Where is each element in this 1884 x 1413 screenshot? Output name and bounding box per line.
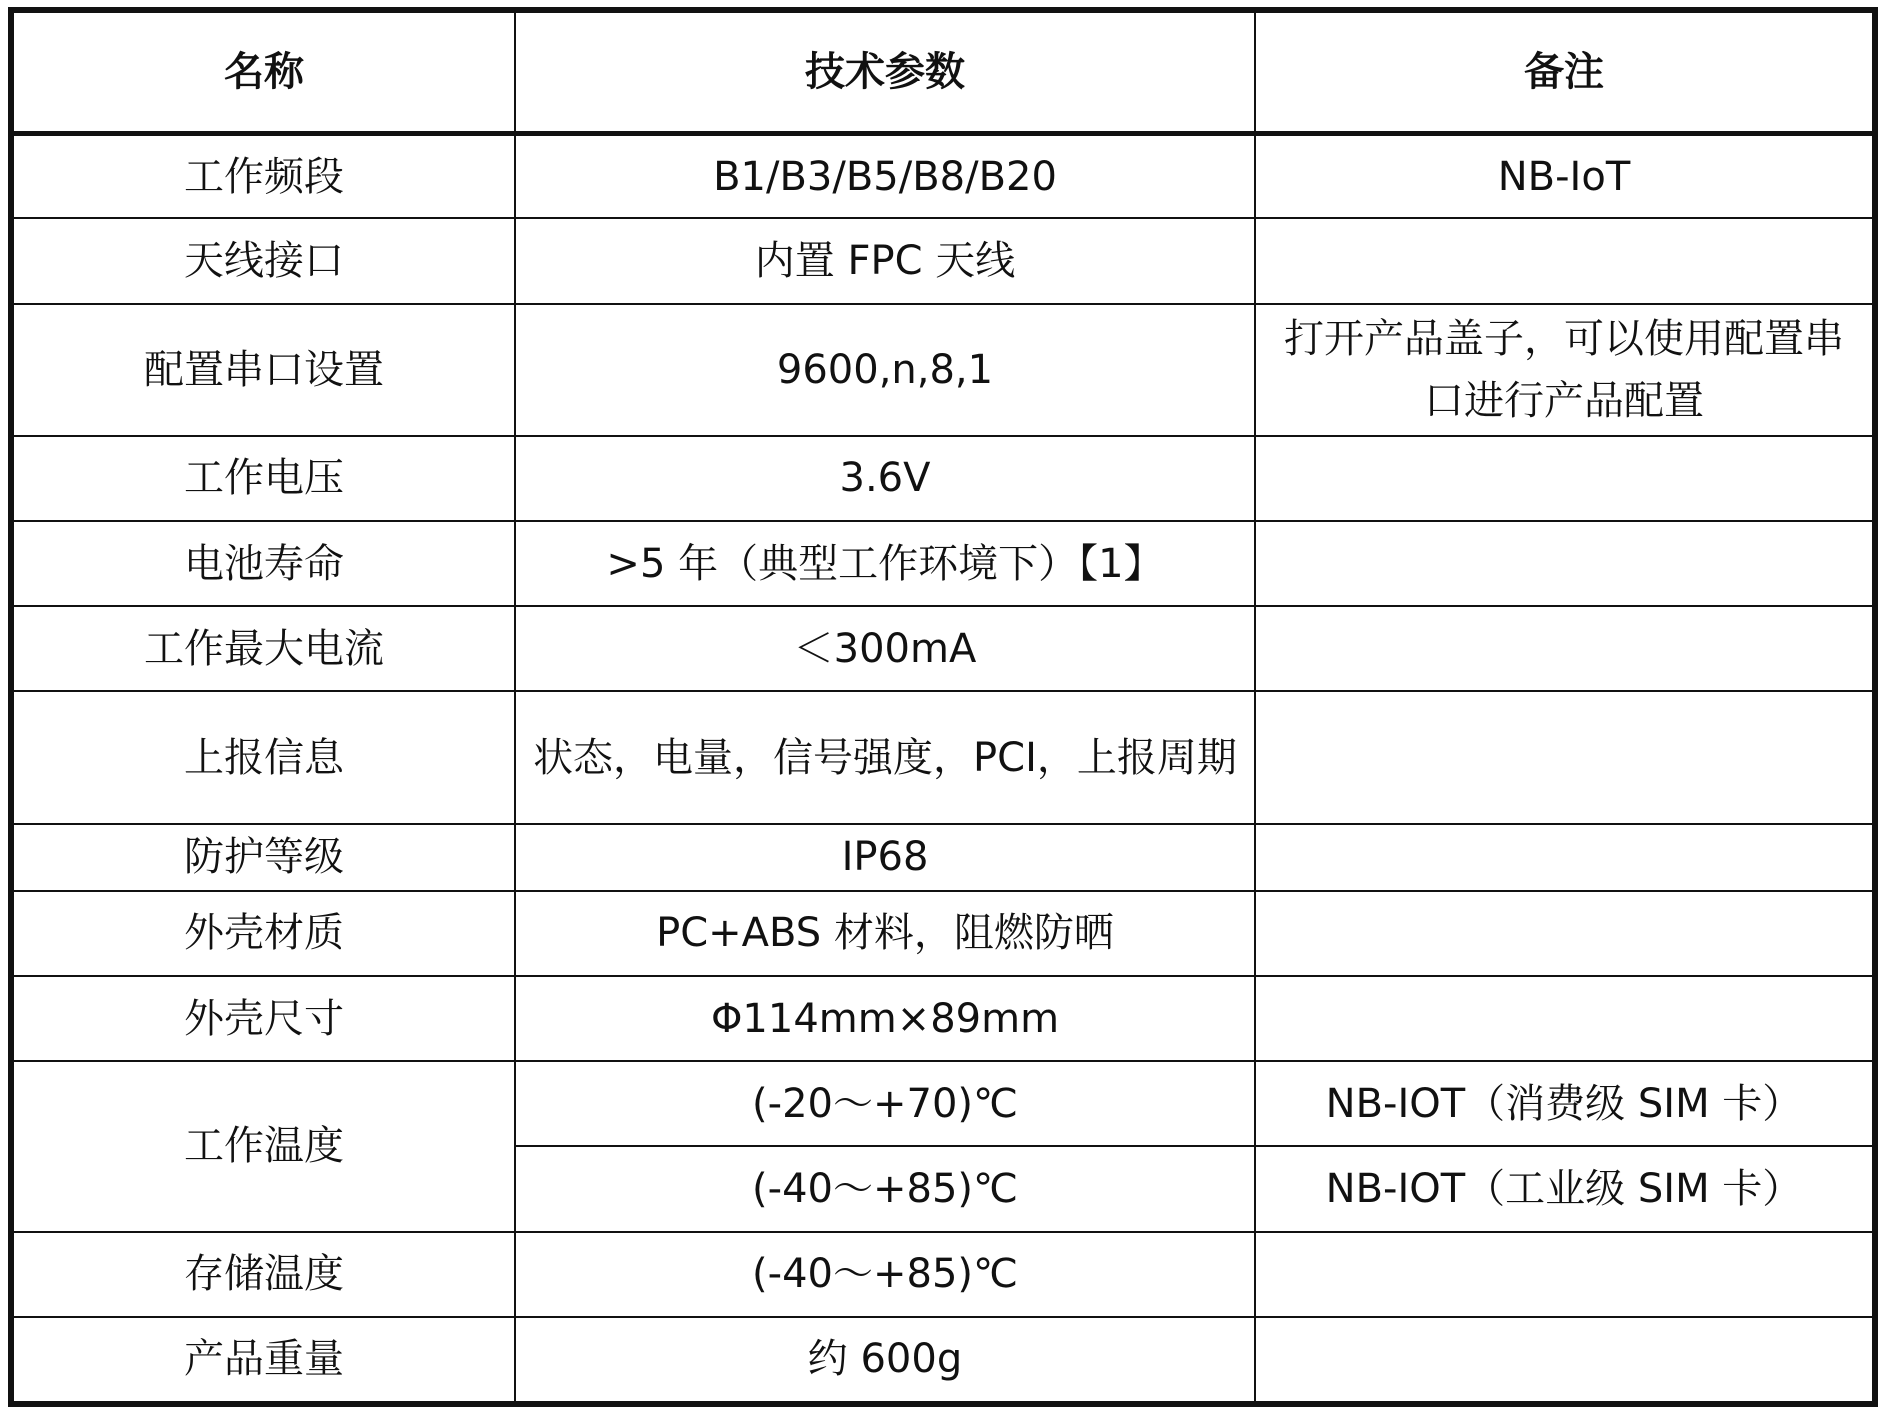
row-spec: ＜300mA — [515, 606, 1255, 691]
spec-table — [12, 11, 1874, 1403]
row-name: 配置串口设置 — [13, 304, 515, 436]
row-spec: 3.6V — [515, 436, 1255, 521]
row-name: 防护等级 — [13, 824, 515, 891]
row-note: 打开产品盖子，可以使用配置串口进行产品配置 — [1255, 304, 1873, 436]
table-row — [13, 304, 1873, 436]
header-note: 备注 — [1255, 12, 1873, 133]
row-note — [1255, 606, 1873, 691]
row-name: 天线接口 — [13, 218, 515, 303]
table-row — [13, 436, 1873, 521]
row-spec: (-20～+70)℃ — [515, 1061, 1255, 1146]
row-note: NB-IOT（工业级 SIM 卡） — [1255, 1146, 1873, 1231]
row-note — [1255, 1232, 1873, 1317]
row-name: 外壳材质 — [13, 891, 515, 976]
table-row — [13, 1317, 1873, 1402]
table-row — [13, 891, 1873, 976]
table-row — [13, 521, 1873, 606]
row-spec: 内置 FPC 天线 — [515, 218, 1255, 303]
row-spec: PC+ABS 材料，阻燃防晒 — [515, 891, 1255, 976]
table-row — [13, 691, 1873, 823]
row-note: NB-IOT（消费级 SIM 卡） — [1255, 1061, 1873, 1146]
row-note — [1255, 691, 1873, 823]
row-spec: >5 年（典型工作环境下）【1】 — [515, 521, 1255, 606]
row-note — [1255, 521, 1873, 606]
row-spec: 9600,n,8,1 — [515, 304, 1255, 436]
row-note — [1255, 824, 1873, 891]
row-name: 外壳尺寸 — [13, 976, 515, 1061]
table-row — [13, 1061, 1873, 1146]
row-name: 产品重量 — [13, 1317, 515, 1402]
row-note — [1255, 891, 1873, 976]
row-name: 上报信息 — [13, 691, 515, 823]
table-row — [13, 133, 1873, 218]
table-row — [13, 976, 1873, 1061]
row-note: NB-IoT — [1255, 133, 1873, 218]
row-name: 工作频段 — [13, 133, 515, 218]
header-spec: 技术参数 — [515, 12, 1255, 133]
row-spec: 状态，电量，信号强度，PCI，上报周期 — [515, 691, 1255, 823]
table-row — [13, 606, 1873, 691]
row-spec: IP68 — [515, 824, 1255, 891]
row-note — [1255, 1317, 1873, 1402]
row-note — [1255, 436, 1873, 521]
row-note — [1255, 976, 1873, 1061]
table-row — [13, 824, 1873, 891]
row-name: 存储温度 — [13, 1232, 515, 1317]
row-spec: Φ114mm×89mm — [515, 976, 1255, 1061]
row-spec: (-40～+85)℃ — [515, 1232, 1255, 1317]
row-name: 工作电压 — [13, 436, 515, 521]
row-spec: B1/B3/B5/B8/B20 — [515, 133, 1255, 218]
row-spec: (-40～+85)℃ — [515, 1146, 1255, 1231]
row-name: 电池寿命 — [13, 521, 515, 606]
row-name: 工作最大电流 — [13, 606, 515, 691]
table-row — [13, 1232, 1873, 1317]
row-note — [1255, 218, 1873, 303]
row-spec: 约 600g — [515, 1317, 1255, 1402]
row-name: 工作温度 — [13, 1061, 515, 1231]
header-name: 名称 — [13, 12, 515, 133]
table-header-row — [13, 12, 1873, 133]
table-row — [13, 218, 1873, 303]
